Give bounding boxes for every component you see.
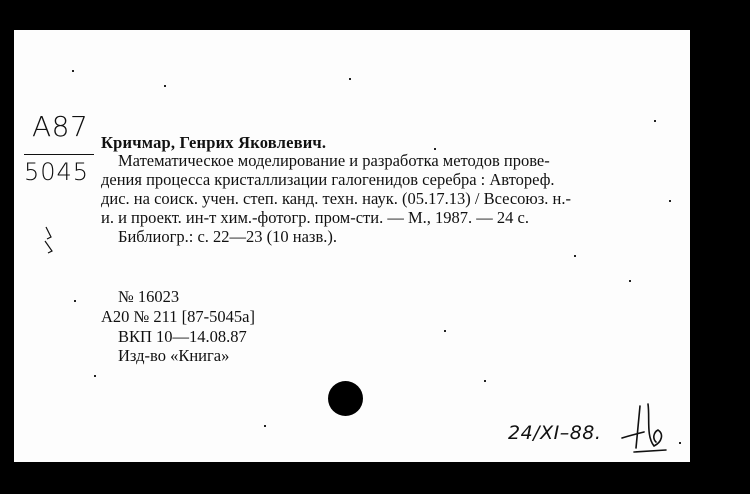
bibliography-line: Библиогр.: с. 22—23 (10 назв.). (118, 227, 337, 246)
publisher-line: Изд-во «Книга» (118, 346, 230, 365)
speck (74, 300, 76, 302)
speck (629, 280, 631, 282)
speck (654, 120, 656, 122)
speck (434, 148, 436, 150)
shelf-number: 5045 (24, 158, 90, 186)
body-line-4: и. и проект. ин-т хим.-фотогр. пром-сти. — М., 1987. — 24 с. (101, 208, 529, 227)
vkp-line: ВКП 10—14.08.87 (118, 327, 247, 346)
speck (349, 78, 351, 80)
speck (94, 375, 96, 377)
body-line-1: Математическое моделирование и разработка методов прове- (118, 151, 550, 170)
speck (574, 255, 576, 257)
shelfmark: А87 (32, 110, 89, 143)
punch-hole (328, 381, 363, 416)
body-line-3: дис. на соиск. учен. степ. канд. техн. наук. (05.17.13) / Всесоюз. н.- (101, 189, 571, 208)
speck (164, 85, 166, 87)
speck (669, 200, 671, 202)
speck (679, 442, 681, 444)
speck (72, 70, 74, 72)
speck (444, 330, 446, 332)
catalog-card (14, 30, 690, 462)
author-heading: Кричмар, Генрих Яковлевич. (101, 133, 327, 152)
body-line-2: дения процесса кристаллизации галогенидов серебра : Автореф. (101, 170, 555, 189)
speck (484, 380, 486, 382)
signature-mark (614, 396, 674, 456)
handwritten-date: 24/XI–88. (508, 422, 602, 444)
registry-number: № 16023 (118, 287, 180, 306)
speck (264, 425, 266, 427)
handwritten-mark (42, 225, 56, 255)
order-code: А20 № 211 [87-5045а] (101, 307, 255, 326)
shelfmark-underline (24, 154, 94, 155)
